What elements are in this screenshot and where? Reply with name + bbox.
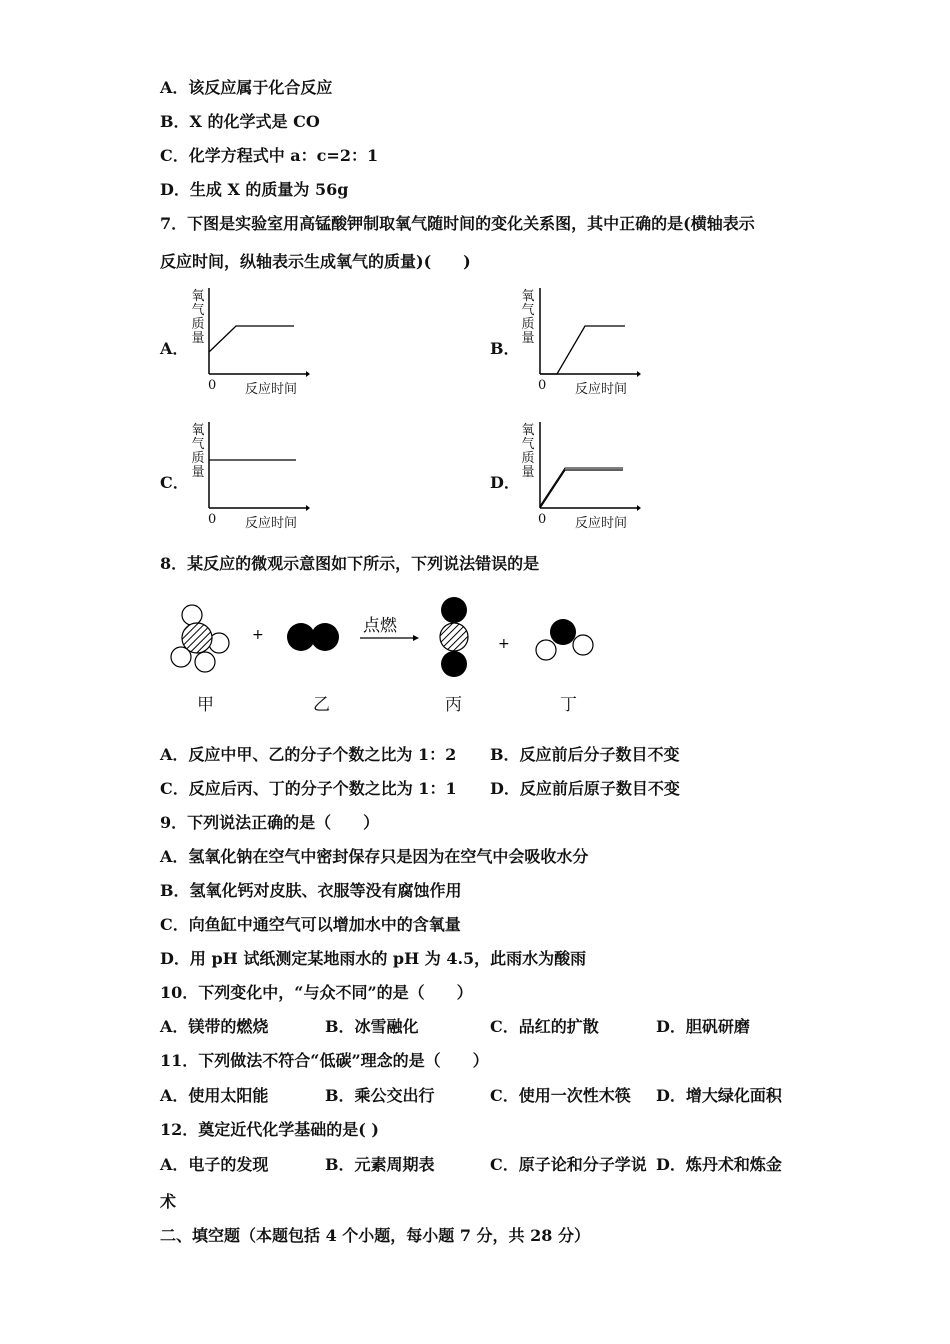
graph-b-plot <box>537 286 641 378</box>
label-jia: 甲 <box>197 695 214 715</box>
graph-a-plot <box>206 286 310 378</box>
q11-stem: 11．下列做法不符合“低碳”理念的是（ ） <box>160 1051 489 1070</box>
label-ding: 丁 <box>560 695 577 715</box>
plus-sign-2: + <box>498 636 510 652</box>
graph-d-label: D． <box>490 473 520 492</box>
q10-option-a: A．镁带的燃烧 <box>160 1017 269 1036</box>
q10-option-d: D．胆矾研磨 <box>656 1017 750 1036</box>
q8-option-d: D．反应前后原子数目不变 <box>490 779 680 798</box>
reaction-condition: 点燃 <box>363 616 397 636</box>
graph-c-label: C． <box>160 473 189 492</box>
q12-option-d-wrap: 术 <box>160 1192 177 1211</box>
graph-a-label: A． <box>160 339 189 358</box>
graph-d-x-axis-label: 反应时间 <box>575 516 628 531</box>
molecule-bing <box>440 597 468 677</box>
molecule-ding <box>536 619 593 660</box>
q6-option-c: C．化学方程式中 a：c=2：1 <box>160 146 379 165</box>
q12-option-a: A．电子的发现 <box>160 1155 269 1174</box>
graph-d-plot <box>537 420 641 512</box>
graph-d-y-axis-label: 氧气质量 <box>521 423 535 480</box>
graph-a-origin: 0 <box>208 378 217 393</box>
q9-option-a: A．氢氧化钠在空气中密封保存只是因为在空气中会吸收水分 <box>160 847 589 866</box>
q12-stem: 12．奠定近代化学基础的是( ) <box>160 1120 379 1139</box>
graph-a-x-axis-label: 反应时间 <box>245 382 298 397</box>
q11-option-c: C．使用一次性木筷 <box>490 1086 631 1105</box>
q8-reaction-diagram <box>160 590 620 690</box>
q8-stem: 8．某反应的微观示意图如下所示，下列说法错误的是 <box>160 554 540 573</box>
molecule-jia <box>171 605 229 672</box>
graph-b-y-axis-label: 氧气质量 <box>521 289 535 346</box>
q6-option-b: B．X 的化学式是 CO <box>160 112 320 131</box>
q9-option-c: C．向鱼缸中通空气可以增加水中的含氧量 <box>160 915 461 934</box>
graph-c-origin: 0 <box>208 512 217 527</box>
q8-option-b: B．反应前后分子数目不变 <box>490 745 680 764</box>
label-bing: 丙 <box>445 695 462 715</box>
q12-option-b: B．元素周期表 <box>325 1155 435 1174</box>
graph-c-y-axis-label: 氧气质量 <box>191 423 205 480</box>
q10-option-c: C．品红的扩散 <box>490 1017 599 1036</box>
q12-option-c: C．原子论和分子学说 <box>490 1155 647 1174</box>
q9-stem: 9．下列说法正确的是（ ） <box>160 813 380 832</box>
q7-stem-line1: 7．下图是实验室用高锰酸钾制取氧气随时间的变化关系图，其中正确的是(横轴表示 <box>160 214 755 233</box>
plus-sign-1: + <box>252 627 264 643</box>
q8-option-c: C．反应后丙、丁的分子个数之比为 1：1 <box>160 779 457 798</box>
q9-option-d: D．用 pH 试纸测定某地雨水的 pH 为 4.5，此雨水为酸雨 <box>160 949 587 968</box>
q6-option-d: D．生成 X 的质量为 56g <box>160 180 349 199</box>
label-yi: 乙 <box>313 695 330 715</box>
graph-b-origin: 0 <box>538 378 547 393</box>
q11-option-d: D．增大绿化面积 <box>656 1086 782 1105</box>
q11-option-b: B．乘公交出行 <box>325 1086 435 1105</box>
graph-c-plot <box>206 420 310 512</box>
q7-stem-line2: 反应时间，纵轴表示生成氧气的质量)( ) <box>160 252 471 271</box>
molecule-yi <box>287 623 339 651</box>
graph-b-x-axis-label: 反应时间 <box>575 382 628 397</box>
q6-option-a: A．该反应属于化合反应 <box>160 78 333 97</box>
q8-option-a: A．反应中甲、乙的分子个数之比为 1：2 <box>160 745 457 764</box>
q9-option-b: B．氢氧化钙对皮肤、衣服等没有腐蚀作用 <box>160 881 462 900</box>
q10-stem: 10．下列变化中，“与众不同”的是（ ） <box>160 983 473 1002</box>
q12-option-d: D．炼丹术和炼金 <box>656 1155 782 1174</box>
section-2-heading: 二、填空题（本题包括 4 个小题，每小题 7 分，共 28 分） <box>160 1226 590 1245</box>
q11-option-a: A．使用太阳能 <box>160 1086 269 1105</box>
graph-c-x-axis-label: 反应时间 <box>245 516 298 531</box>
graph-a-y-axis-label: 氧气质量 <box>191 289 205 346</box>
graph-d-origin: 0 <box>538 512 547 527</box>
graph-b-label: B． <box>490 339 520 358</box>
q10-option-b: B．冰雪融化 <box>325 1017 419 1036</box>
